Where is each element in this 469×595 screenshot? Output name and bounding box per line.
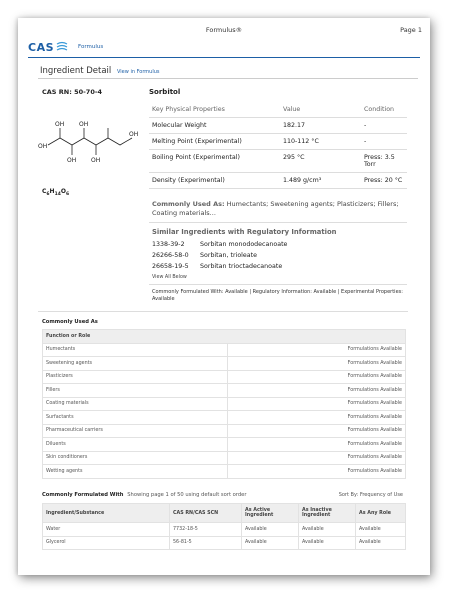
role-cell: Sweetening agents [43, 357, 228, 371]
similar-ingredient[interactable] [152, 241, 287, 248]
status-cell: Formulations Available [228, 451, 406, 465]
view-all-link[interactable]: View All Below [152, 275, 187, 280]
table-row[interactable] [43, 411, 406, 425]
status-cell: Formulations Available [228, 357, 406, 371]
commonly-used-title: Commonly Used As [42, 319, 98, 325]
table-row[interactable] [43, 536, 406, 550]
cas-rn [42, 88, 102, 96]
commonly-used-summary [152, 200, 404, 218]
column-header: CAS RN/CAS SCN [170, 504, 242, 523]
any-role-cell: Available [356, 536, 406, 550]
view-in-formulus-link[interactable]: View in Formulus [116, 69, 160, 75]
role-cell: Plasticizers [43, 370, 228, 384]
property-row [149, 150, 407, 173]
oh-label: OH [67, 157, 77, 164]
rn-cell: 56-81-5 [170, 536, 242, 550]
column-header: Function or Role [43, 330, 406, 344]
formula-o-count: 6 [65, 192, 70, 198]
status-cell: Formulations Available [228, 370, 406, 384]
property-value: 182.17 [280, 118, 361, 134]
oh-label: OH [55, 121, 65, 128]
property-condition: Press: 20 °C [361, 173, 407, 189]
similar-rn: 1338-39-2 [152, 241, 185, 248]
similar-ingredient[interactable] [152, 263, 282, 270]
formula-h-count: 14 [54, 192, 61, 198]
table-row[interactable] [43, 523, 406, 537]
formulated-with-label: Commonly Formulated With [42, 492, 124, 498]
role-cell: Coating materials [43, 397, 228, 411]
table-row[interactable] [43, 451, 406, 465]
role-cell: Surfactants [43, 411, 228, 425]
similar-ingredient[interactable] [152, 252, 257, 259]
property-name: Molecular Weight [149, 118, 280, 134]
table-row[interactable] [43, 343, 406, 357]
role-cell: Diluents [43, 438, 228, 452]
role-cell: Skin conditioners [43, 451, 228, 465]
section-title [40, 66, 160, 76]
substance-name: Sorbitol [149, 88, 181, 96]
oh-label: OH [129, 131, 139, 138]
property-value: 295 °C [280, 150, 361, 173]
logo-mark-icon [56, 41, 68, 53]
column-header: As Inactive Ingredient [299, 504, 356, 523]
status-cell: Formulations Available [228, 438, 406, 452]
oh-label: OH [38, 143, 48, 150]
status-cell: Formulations Available [228, 343, 406, 357]
chemical-structure [40, 118, 145, 178]
sort-by-selector[interactable]: Sort By: Frequency of Use [338, 492, 403, 498]
ingredient-cell: Glycerol [43, 536, 170, 550]
logo-product: Formulus [78, 44, 104, 50]
similar-name: Sorbitan monododecanoate [200, 241, 288, 248]
formula-c-count: 6 [46, 192, 50, 198]
status-cell: Formulations Available [228, 465, 406, 479]
commonly-used-label: Commonly Used As: [152, 200, 225, 208]
table-row[interactable] [43, 465, 406, 479]
property-name: Melting Point (Experimental) [149, 134, 280, 150]
table-row[interactable] [43, 397, 406, 411]
divider [149, 284, 407, 285]
column-header: Condition [361, 102, 407, 118]
table-row[interactable] [43, 438, 406, 452]
role-cell: Wetting agents [43, 465, 228, 479]
ingredient-cell: Water [43, 523, 170, 537]
formulated-with-title [42, 492, 246, 498]
formula-h: H [49, 188, 55, 195]
property-name: Boiling Point (Experimental) [149, 150, 280, 173]
property-value: 110-112 °C [280, 134, 361, 150]
divider [149, 222, 407, 223]
similar-rn: 26658-19-5 [152, 263, 189, 270]
similar-ingredients-title: Similar Ingredients with Regulatory Information [152, 228, 337, 236]
table-header-row [43, 504, 406, 523]
similar-name: Sorbitan, trioleate [200, 252, 257, 259]
active-cell: Available [242, 523, 299, 537]
similar-rn: 26266-58-0 [152, 252, 189, 259]
property-value: 1.489 g/cm³ [280, 173, 361, 189]
any-role-cell: Available [356, 523, 406, 537]
property-row [149, 118, 407, 134]
column-header: As Any Role [356, 504, 406, 523]
table-row[interactable] [43, 424, 406, 438]
pagination-info: Showing page 1 of 50 using default sort order [127, 492, 247, 498]
cas-rn-value: 50-70-4 [74, 88, 103, 96]
oh-label: OH [79, 121, 89, 128]
divider [38, 311, 408, 312]
column-header: As Active Ingredient [242, 504, 299, 523]
similar-name: Sorbitan trioctadecanoate [200, 263, 283, 270]
rn-cell: 7732-18-5 [170, 523, 242, 537]
properties-header-row [149, 102, 407, 118]
column-header: Value [280, 102, 361, 118]
property-condition: Press: 3.5 Torr [361, 150, 407, 173]
column-header: Key Physical Properties [149, 102, 280, 118]
formulated-with-table [42, 503, 406, 550]
header-divider [28, 57, 420, 58]
logo-brand: CAS [28, 40, 55, 54]
table-row[interactable] [43, 357, 406, 371]
cas-logo [28, 40, 103, 54]
page-number: Page 1 [400, 26, 422, 34]
inactive-cell: Available [299, 536, 356, 550]
status-cell: Formulations Available [228, 397, 406, 411]
table-header-row [43, 330, 406, 344]
property-name: Density (Experimental) [149, 173, 280, 189]
table-row[interactable] [43, 370, 406, 384]
availability-note: Commonly Formulated With: Available | Regulatory Information: Available | Experimental Properties: Available [152, 289, 403, 302]
oh-label: OH [91, 157, 101, 164]
formula-o: O [60, 188, 66, 195]
report-title: Formulus® [205, 26, 243, 34]
molecular-formula [42, 188, 69, 197]
property-condition: - [361, 118, 407, 134]
properties-table [149, 102, 407, 189]
column-header: Ingredient/Substance [43, 504, 170, 523]
role-cell: Humectants [43, 343, 228, 357]
property-condition: - [361, 134, 407, 150]
cas-rn-label: CAS RN: [42, 88, 72, 96]
section-divider [38, 78, 418, 79]
commonly-used-text: Humectants; Sweetening agents; Plasticizers; Fillers; Coating materials... [152, 200, 399, 217]
property-row [149, 173, 407, 189]
property-row [149, 134, 407, 150]
formula-c: C [42, 188, 47, 195]
active-cell: Available [242, 536, 299, 550]
section-title-text: Ingredient Detail [40, 66, 112, 76]
table-row[interactable] [43, 384, 406, 398]
status-cell: Formulations Available [228, 424, 406, 438]
inactive-cell: Available [299, 523, 356, 537]
status-cell: Formulations Available [228, 411, 406, 425]
role-cell: Pharmaceutical carriers [43, 424, 228, 438]
role-cell: Fillers [43, 384, 228, 398]
commonly-used-table [42, 329, 406, 479]
status-cell: Formulations Available [228, 384, 406, 398]
